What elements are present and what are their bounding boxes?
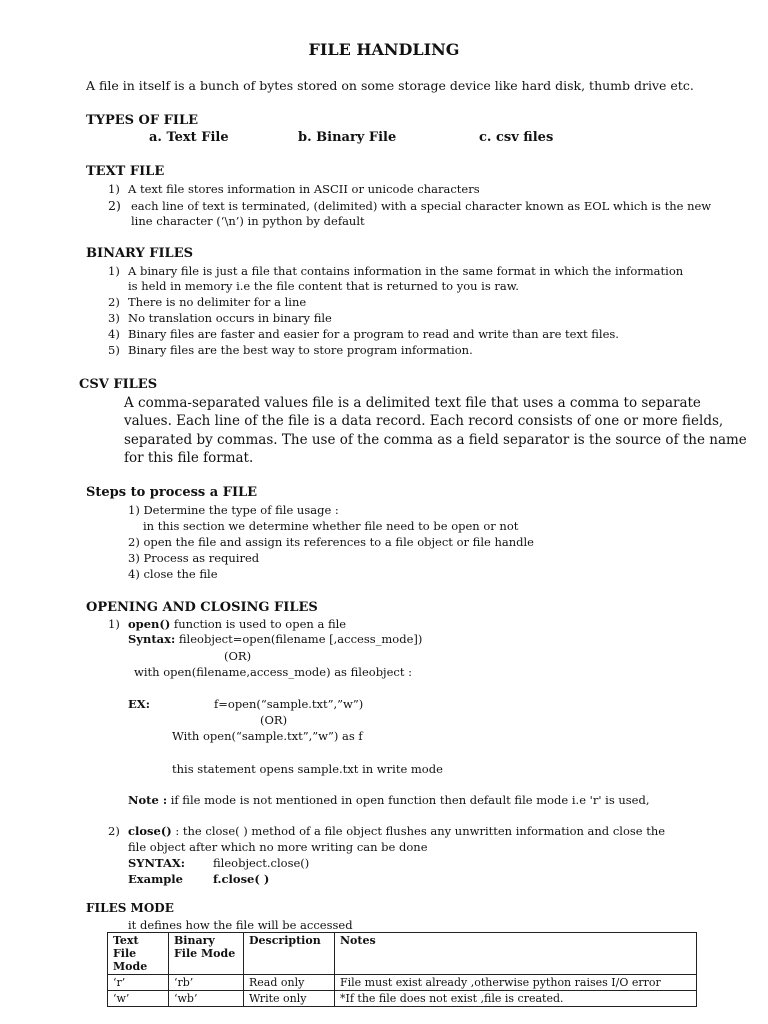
table-header-cell: Notes xyxy=(335,933,697,975)
table-cell: *If the file does not exist ,file is created. xyxy=(335,991,697,1007)
files-mode-subtext: it defines how the file will be accessed xyxy=(128,918,353,932)
list-item: There is no delimiter for a line xyxy=(128,295,307,309)
files-mode-heading: FILES MODE xyxy=(86,901,174,915)
files-mode-table xyxy=(107,932,697,1007)
opening-heading: OPENING AND CLOSING FILES xyxy=(86,600,318,615)
step-line: 3) Process as required xyxy=(128,551,260,565)
list-item: each line of text is terminated, (delimited) with a special character known as EOL which is the new xyxy=(131,199,712,213)
page-title: FILE HANDLING xyxy=(308,40,460,59)
list-item: Binary files are faster and easier for a program to read and write than are text files. xyxy=(128,327,619,341)
syntax-value: fileobject=open(filename [,access_mode]) xyxy=(175,632,423,646)
table-cell: ‘w’ xyxy=(108,991,169,1007)
close-example-value: f.close( ) xyxy=(213,872,270,886)
close-syntax-value: fileobject.close() xyxy=(213,856,310,870)
table-header-cell: Text File Mode xyxy=(108,933,169,975)
close-description-continued: file object after which no more writing can be done xyxy=(128,840,428,854)
table-cell: ‘wb’ xyxy=(169,991,244,1007)
list-item: A binary file is just a file that contains information in the same format in which the information xyxy=(128,264,684,278)
list-number: 2) xyxy=(108,198,121,213)
open-desc-text: function is used to open a file xyxy=(170,617,347,631)
list-item-continued: is held in memory i.e the file content that is returned to you is raw. xyxy=(128,279,519,293)
list-number: 1) xyxy=(108,182,120,196)
list-item: A text file stores information in ASCII or unicode characters xyxy=(128,182,480,196)
syntax-label: Syntax: xyxy=(128,632,176,646)
step-line: 1) Determine the type of file usage : xyxy=(128,503,339,517)
text-file-heading: TEXT FILE xyxy=(86,164,165,179)
open-description xyxy=(128,617,346,631)
csv-paragraph-line: A comma-separated values file is a delimited text file that uses a comma to separate xyxy=(124,395,701,411)
list-number: 1) xyxy=(108,264,120,278)
table-cell: Read only xyxy=(244,975,335,991)
csv-files-heading: CSV FILES xyxy=(79,377,158,392)
list-number: 2) xyxy=(108,295,120,309)
list-item: No translation occurs in binary file xyxy=(128,311,332,325)
note-text: if file mode is not mentioned in open function then default file mode i.e 'r' is used, xyxy=(167,793,650,807)
table-row xyxy=(108,991,697,1007)
or-separator: (OR) xyxy=(224,649,252,663)
or-separator: (OR) xyxy=(260,713,288,727)
example-label: EX: xyxy=(128,697,150,711)
table-row xyxy=(108,975,697,991)
type-csv-files: c. csv files xyxy=(479,130,554,145)
type-binary-file: b. Binary File xyxy=(298,130,397,145)
close-syntax-label: SYNTAX: xyxy=(128,856,186,870)
note-label: Note : xyxy=(128,793,168,807)
example-with: With open(“sample.txt”,”w”) as f xyxy=(172,729,363,743)
example-note: this statement opens sample.txt in write mode xyxy=(172,762,443,776)
intro-text: A file in itself is a bunch of bytes stored on some storage device like hard disk, thumb drive etc. xyxy=(86,78,694,93)
csv-paragraph-line: separated by commas. The use of the comma as a field separator is the source of the name xyxy=(124,432,747,448)
list-number: 1) xyxy=(108,617,120,631)
table-cell: ‘rb’ xyxy=(169,975,244,991)
csv-paragraph-line: values. Each line of the file is a data record. Each record consists of one or more fields, xyxy=(124,413,724,429)
table-header-row xyxy=(108,933,697,975)
type-text-file: a. Text File xyxy=(149,130,229,145)
open-function-name: open() xyxy=(128,617,171,631)
close-example-label: Example xyxy=(128,872,183,886)
open-syntax xyxy=(128,632,422,646)
step-line: in this section we determine whether file need to be open or not xyxy=(143,519,519,533)
list-number: 2) xyxy=(108,824,120,838)
steps-heading: Steps to process a FILE xyxy=(86,485,258,500)
types-heading: TYPES OF FILE xyxy=(86,113,198,128)
close-desc-text: : the close( ) method of a file object flushes any unwritten information and close the xyxy=(171,824,666,838)
list-item-continued: line character (‘\n’) in python by default xyxy=(131,214,365,228)
list-number: 4) xyxy=(108,327,120,341)
table-header-cell: Description xyxy=(244,933,335,975)
step-line: 2) open the file and assign its references to a file object or file handle xyxy=(128,535,534,549)
binary-files-heading: BINARY FILES xyxy=(86,246,193,261)
table-cell: Write only xyxy=(244,991,335,1007)
table-cell: File must exist already ,otherwise python raises I/O error xyxy=(335,975,697,991)
list-item: Binary files are the best way to store program information. xyxy=(128,343,473,357)
step-line: 4) close the file xyxy=(128,567,218,581)
list-number: 3) xyxy=(108,311,120,325)
csv-paragraph-line: for this file format. xyxy=(124,450,254,466)
close-function-name: close() xyxy=(128,824,172,838)
example-code: f=open(“sample.txt”,”w”) xyxy=(214,697,364,711)
close-description xyxy=(128,824,665,838)
note-line xyxy=(128,793,650,807)
table-cell: ‘r’ xyxy=(108,975,169,991)
with-syntax: with open(filename,access_mode) as fileobject : xyxy=(134,665,413,679)
list-number: 5) xyxy=(108,343,120,357)
table-header-cell: Binary File Mode xyxy=(169,933,244,975)
